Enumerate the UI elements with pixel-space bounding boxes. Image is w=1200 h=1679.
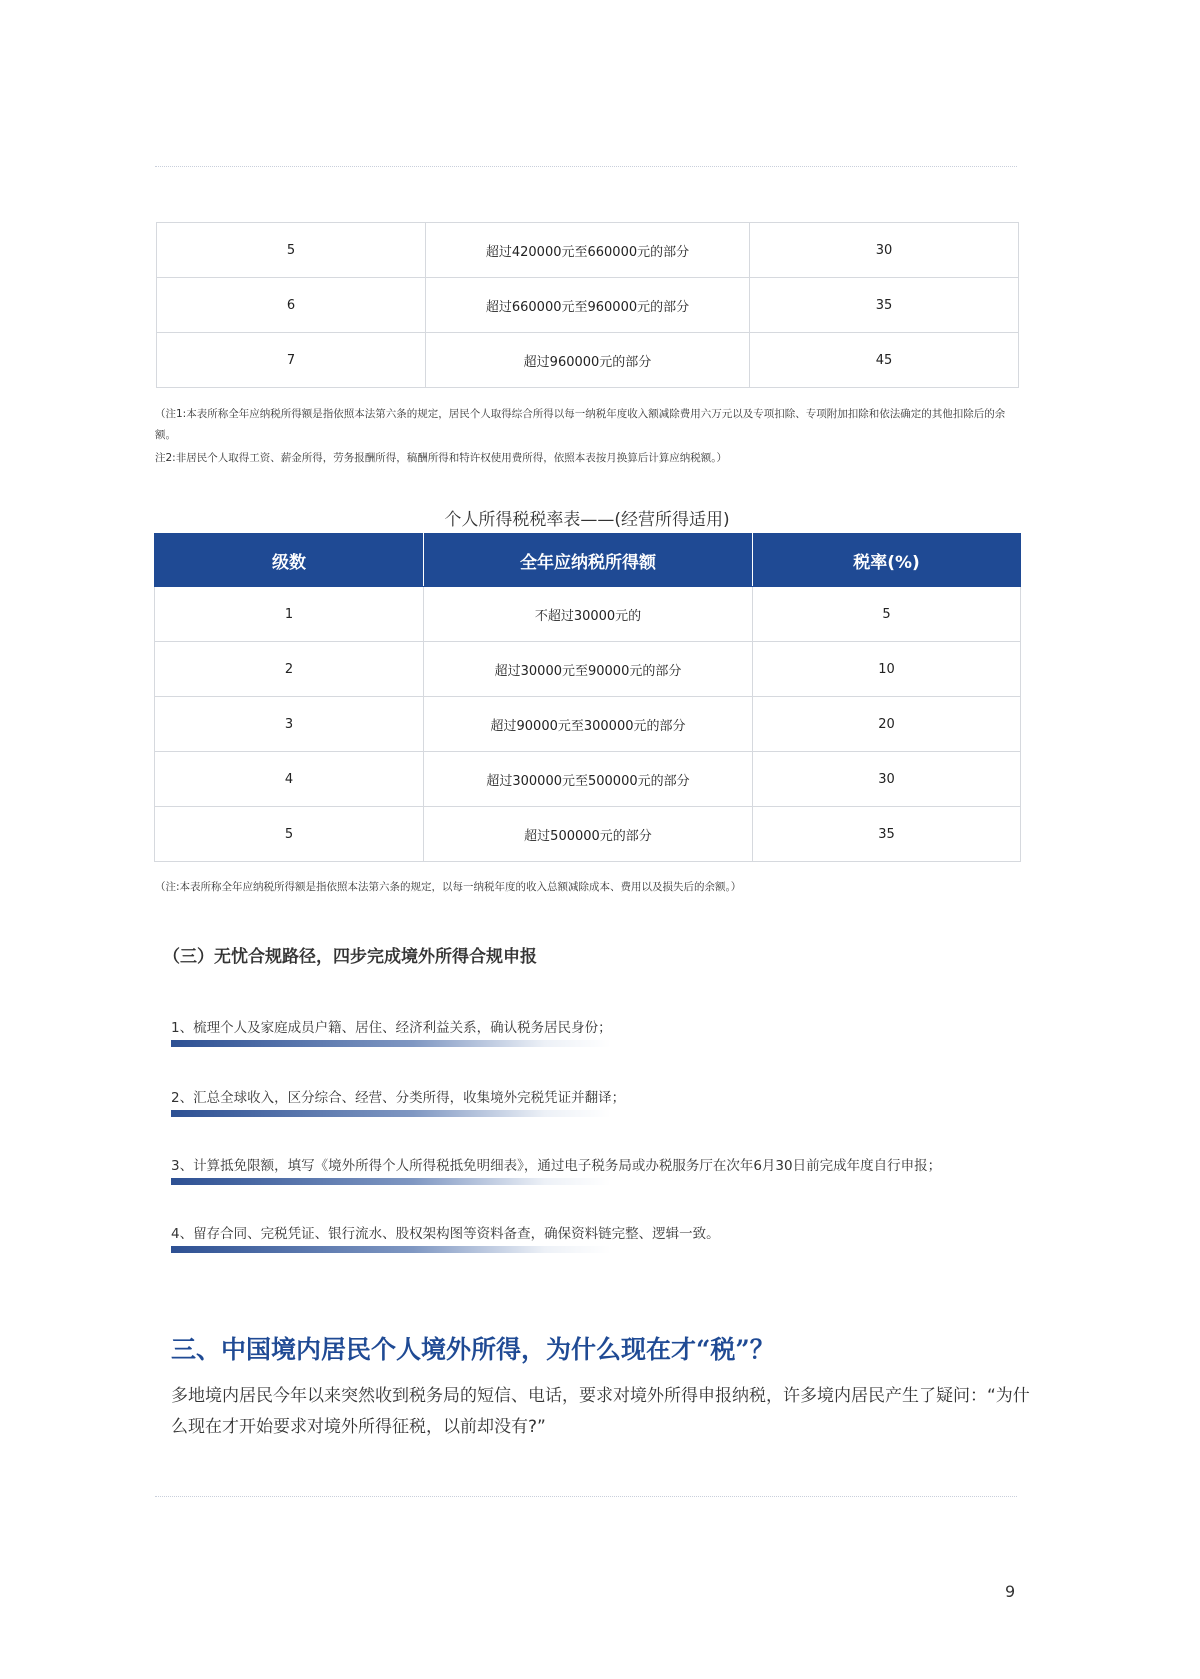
header-rate: 税率(%) <box>753 534 1021 587</box>
table-row <box>155 697 1021 752</box>
table-row <box>157 278 1019 333</box>
section-title: 三、中国境内居民个人境外所得，为什么现在才“税”？ <box>171 1335 775 1364</box>
page-number: 9 <box>1005 1582 1016 1601</box>
step-1: 1、梳理个人及家庭成员户籍、居住、经济利益关系，确认税务居民身份； <box>171 1020 612 1036</box>
table-row <box>157 223 1019 278</box>
subsection-title: （三）无忧合规路径，四步完成境外所得合规申报 <box>163 947 537 967</box>
level-cell: 5 <box>157 223 426 278</box>
step-underline <box>171 1178 611 1185</box>
rate-cell: 45 <box>750 333 1019 388</box>
bottom-divider <box>155 1496 1017 1497</box>
step-underline <box>171 1040 611 1047</box>
step-underline <box>171 1110 611 1117</box>
range-cell: 超过30000元至90000元的部分 <box>424 642 753 697</box>
step-4: 4、留存合同、完税凭证、银行流水、股权架构图等资料备查，确保资料链完整、逻辑一致。 <box>171 1226 720 1242</box>
table-notes <box>155 404 1025 469</box>
rate-cell: 30 <box>750 223 1019 278</box>
table-row <box>157 333 1019 388</box>
range-cell: 超过420000元至660000元的部分 <box>426 223 750 278</box>
table-row <box>155 587 1021 642</box>
rate-cell: 5 <box>753 587 1021 642</box>
rate-cell: 35 <box>753 807 1021 862</box>
tax-table-business <box>154 533 1021 862</box>
range-cell: 超过960000元的部分 <box>426 333 750 388</box>
rate-cell: 10 <box>753 642 1021 697</box>
table-header-row <box>155 534 1021 587</box>
range-cell: 超过90000元至300000元的部分 <box>424 697 753 752</box>
level-cell: 7 <box>157 333 426 388</box>
table-caption: 个人所得税税率表——(经营所得适用) <box>444 510 730 530</box>
note-2: 注2:非居民个人取得工资、薪金所得，劳务报酬所得，稿酬所得和特许权使用费所得，依照本表按月换算后计算应纳税额。） <box>155 452 727 464</box>
level-cell: 5 <box>155 807 424 862</box>
level-cell: 3 <box>155 697 424 752</box>
level-cell: 4 <box>155 752 424 807</box>
level-cell: 2 <box>155 642 424 697</box>
section-paragraph: 多地境内居民今年以来突然收到税务局的短信、电话，要求对境外所得申报纳税，许多境内居民产生了疑问：“为什么现在才开始要求对境外所得征税，以前却没有?” <box>171 1386 1030 1437</box>
level-cell: 1 <box>155 587 424 642</box>
rate-cell: 35 <box>750 278 1019 333</box>
top-divider <box>155 166 1017 167</box>
rate-cell: 20 <box>753 697 1021 752</box>
range-cell: 超过500000元的部分 <box>424 807 753 862</box>
tax-table-continued <box>156 222 1019 388</box>
step-3: 3、计算抵免限额，填写《境外所得个人所得税抵免明细表》，通过电子税务局或办税服务厅在次年6月30日前完成年度自行申报； <box>171 1158 942 1174</box>
business-table-note: （注:本表所称全年应纳税所得额是指依照本法第六条的规定，以每一纳税年度的收入总额减除成本、费用以及损失后的余额。） <box>155 881 742 893</box>
level-cell: 6 <box>157 278 426 333</box>
table-row <box>155 807 1021 862</box>
header-range: 全年应纳税所得额 <box>424 534 753 587</box>
note-1: （注1:本表所称全年应纳税所得额是指依照本法第六条的规定，居民个人取得综合所得以每一纳税年度收入额减除费用六万元以及专项扣除、专项附加扣除和依法确定的其他扣除后的余额。 <box>155 408 1006 441</box>
header-level: 级数 <box>155 534 424 587</box>
range-cell: 超过660000元至960000元的部分 <box>426 278 750 333</box>
table-row <box>155 752 1021 807</box>
rate-cell: 30 <box>753 752 1021 807</box>
range-cell: 超过300000元至500000元的部分 <box>424 752 753 807</box>
range-cell: 不超过30000元的 <box>424 587 753 642</box>
table-row <box>155 642 1021 697</box>
step-underline <box>171 1246 611 1253</box>
step-2: 2、汇总全球收入，区分综合、经营、分类所得，收集境外完税凭证并翻译； <box>171 1090 626 1106</box>
